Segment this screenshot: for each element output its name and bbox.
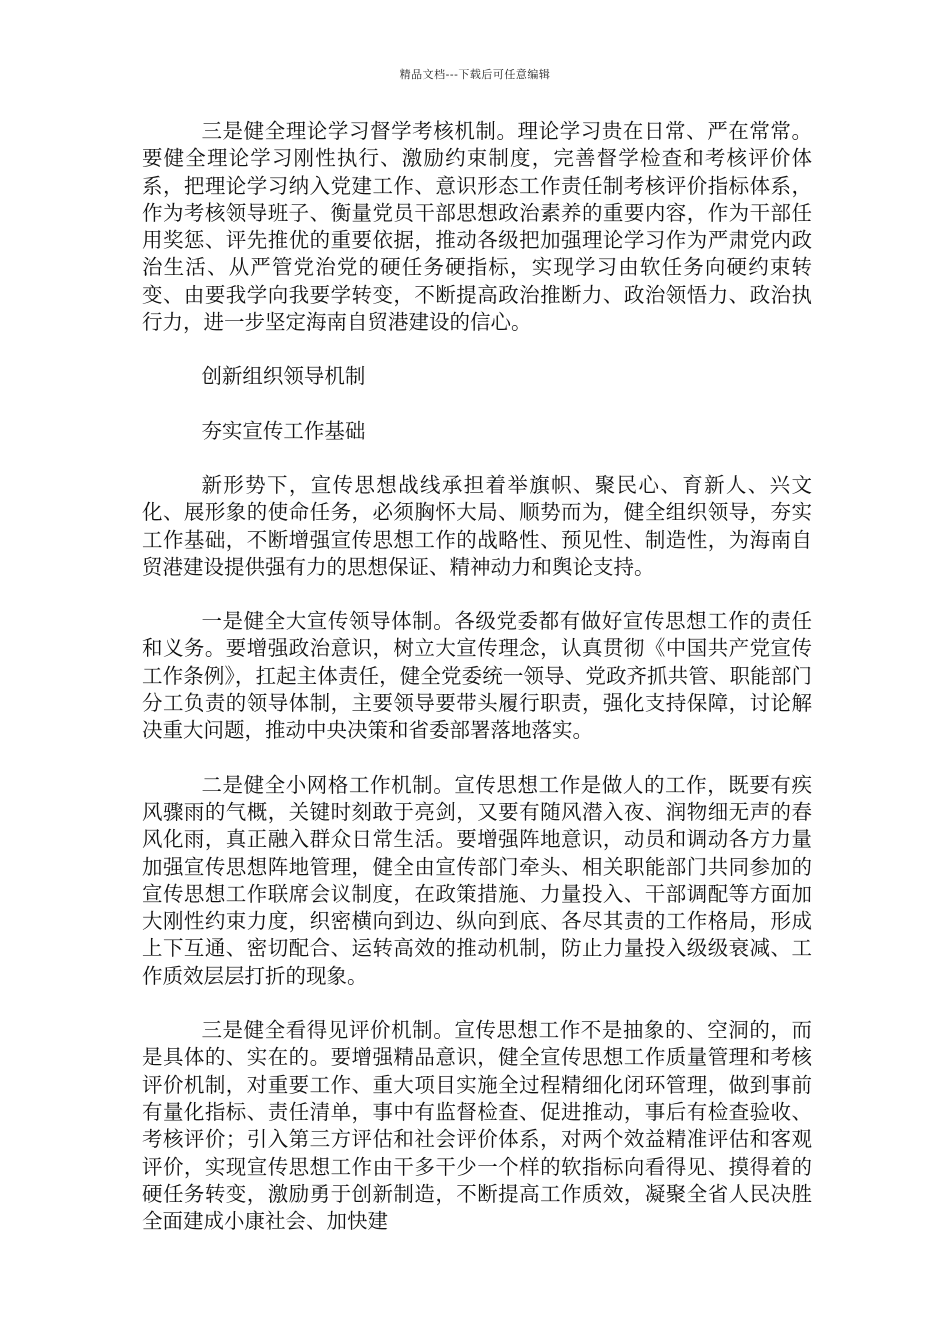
paragraph-new-situation: 新形势下，宣传思想战线承担着举旗帜、聚民心、育新人、兴文化、展形象的使命任务，必须胸怀大局、顺势而为，健全组织领导，夯实工作基础，不断增强宣传思想工作的战略性、预见性、制造性，为海南自贸港建设提供强有力的思想保证、精神动力和舆论支持。	[142, 472, 812, 579]
section-heading-organization-leadership: 创新组织领导机制	[201, 364, 366, 389]
paragraph-leadership-system: 一是健全大宣传领导体制。各级党委都有做好宣传思想工作的责任和义务。要增强政治意识，树立大宣传理念，认真贯彻《中国共产党宣传工作条例》，扛起主体责任，健全党委统一领导、党政齐抓共管、职能部门分工负责的领导体制，主要领导要带头履行职责，强化支持保障，讨论解决重大问题，推动中央决策和省委部署落地落实。	[142, 609, 812, 743]
paragraph-theory-study-assessment: 三是健全理论学习督学考核机制。理论学习贵在日常、严在常常。要健全理论学习刚性执行、激励约束制度，完善督学检查和考核评价体系，把理论学习纳入党建工作、意识形态工作责任制考核评价指标体系，作为考核领导班子、衡量党员干部思想政治素养的重要内容，作为干部任用奖惩、评先推优的重要依据，推动各级把加强理论学习作为严肃党内政治生活、从严管党治党的硬任务硬指标，实现学习由软任务向硬约束转变、由要我学向我要学转变，不断提高政治推断力、政治领悟力、政治执行力，进一步坚定海南自贸港建设的信心。	[142, 119, 812, 335]
paragraph-evaluation-mechanism: 三是健全看得见评价机制。宣传思想工作不是抽象的、空洞的，而是具体的、实在的。要增强精品意识，健全宣传思想工作质量管理和考核评价机制，对重要工作、重大项目实施全过程精细化闭环管理，做到事前有量化指标、责任清单，事中有监督检查、促进推动，事后有检查验收、考核评价；引入第三方评估和社会评价体系，对两个效益精准评估和客观评价，实现宣传思想工作由干多干少一个样的软指标向看得见、摸得着的硬任务转变，激励勇于创新制造，不断提高工作质效，凝聚全省人民决胜全面建成小康社会、加快建	[142, 1018, 812, 1234]
document-body	[142, 118, 812, 1235]
page-header: 精品文档---下载后可任意编辑	[399, 68, 551, 81]
paragraph-grid-mechanism: 二是健全小网格工作机制。宣传思想工作是做人的工作，既要有疾风骤雨的气概，关键时刻敢于亮剑，又要有随风潜入夜、润物细无声的春风化雨，真正融入群众日常生活。要增强阵地意识，动员和调动各方力量加强宣传思想阵地管理，健全由宣传部门牵头、相关职能部门共同参加的宣传思想工作联席会议制度，在政策措施、力量投入、干部调配等方面加大刚性约束力度，织密横向到边、纵向到底、各尽其责的工作格局，形成上下互通、密切配合、运转高效的推动机制，防止力量投入级级衰减、工作质效层层打折的现象。	[142, 772, 812, 988]
section-heading-propaganda-foundation: 夯实宣传工作基础	[201, 418, 366, 443]
